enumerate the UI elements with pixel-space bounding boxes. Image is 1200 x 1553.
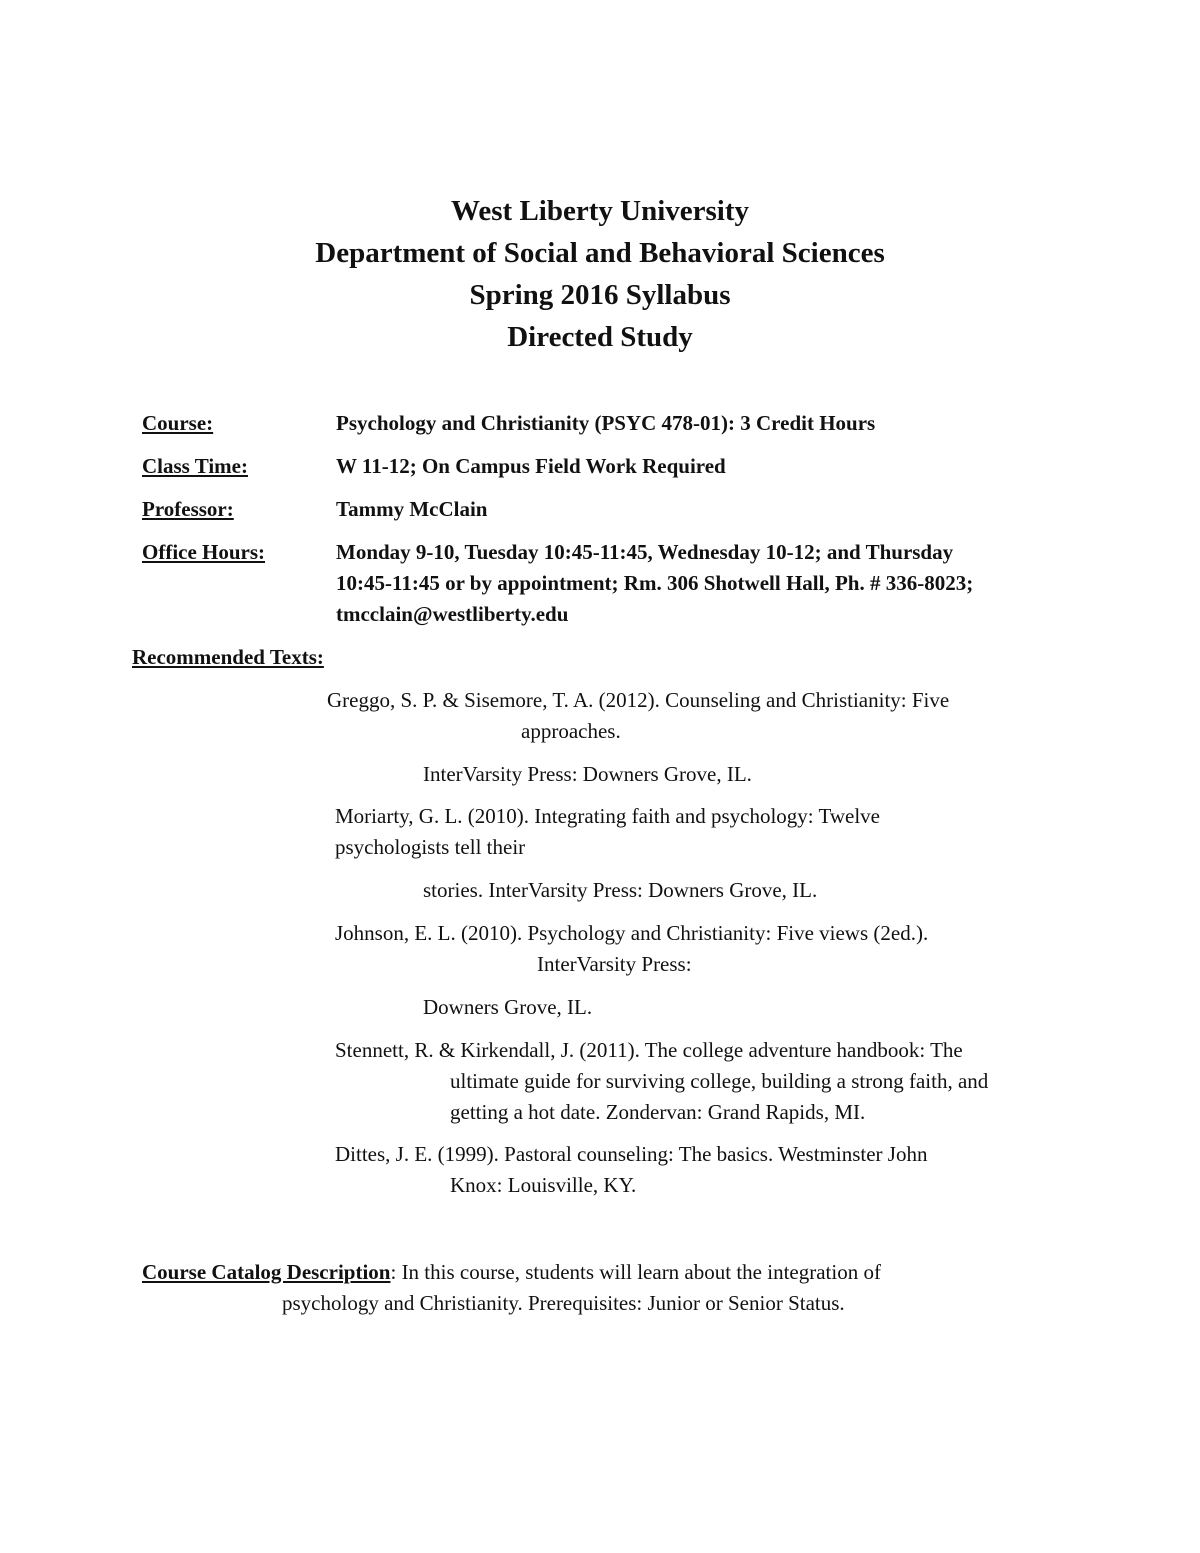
- professor-label: Professor:: [142, 497, 234, 521]
- course-value: Psychology and Christianity (PSYC 478-01): 3 Credit Hours: [336, 411, 876, 435]
- reference-line: Stennett, R. & Kirkendall, J. (2011). The college adventure handbook: The: [335, 1038, 963, 1062]
- reference-line: Dittes, J. E. (1999). Pastoral counseling: The basics. Westminster John: [335, 1142, 928, 1166]
- reference-line: Johnson, E. L. (2010). Psychology and Christianity: Five views (2ed.).: [335, 921, 929, 945]
- office-hours-email: tmcclain@westliberty.edu: [336, 602, 569, 626]
- reference-line: InterVarsity Press: Downers Grove, IL.: [423, 762, 752, 786]
- university-name: West Liberty University: [450, 195, 749, 227]
- course-type: Directed Study: [507, 321, 693, 353]
- catalog-description-line: [142, 1257, 881, 1287]
- reference-line: ultimate guide for surviving college, building a strong faith, and: [450, 1069, 989, 1093]
- class-time-label: Class Time:: [142, 454, 248, 478]
- reference-line: stories. InterVarsity Press: Downers Grove, IL.: [423, 878, 818, 902]
- reference-line: approaches.: [521, 719, 621, 743]
- office-hours-line: Monday 9-10, Tuesday 10:45-11:45, Wednesday 10-12; and Thursday: [336, 540, 954, 564]
- reference-line: InterVarsity Press:: [537, 952, 692, 976]
- term-title: Spring 2016 Syllabus: [469, 279, 731, 311]
- department-name: Department of Social and Behavioral Sciences: [315, 237, 885, 269]
- catalog-description-label: Course Catalog Description: [142, 1260, 391, 1284]
- reference-line: Knox: Louisville, KY.: [450, 1173, 637, 1197]
- reference-line: Moriarty, G. L. (2010). Integrating faith and psychology: Twelve: [335, 804, 880, 828]
- catalog-description-text: : In this course, students will learn about the integration of: [390, 1260, 881, 1284]
- recommended-texts-label: Recommended Texts:: [132, 645, 324, 669]
- reference-line: Downers Grove, IL.: [423, 995, 593, 1019]
- office-hours-line: 10:45-11:45 or by appointment; Rm. 306 Shotwell Hall, Ph. # 336-8023;: [336, 571, 974, 595]
- class-time-value: W 11-12; On Campus Field Work Required: [336, 454, 726, 478]
- office-hours-label: Office Hours:: [142, 540, 266, 564]
- catalog-description-line: psychology and Christianity. Prerequisites: Junior or Senior Status.: [282, 1291, 845, 1315]
- reference-line: psychologists tell their: [335, 835, 526, 859]
- course-label: Course:: [142, 411, 214, 435]
- reference-line: Greggo, S. P. & Sisemore, T. A. (2012). Counseling and Christianity: Five: [327, 688, 950, 712]
- professor-value: Tammy McClain: [336, 497, 488, 521]
- reference-line: getting a hot date. Zondervan: Grand Rapids, MI.: [450, 1100, 866, 1124]
